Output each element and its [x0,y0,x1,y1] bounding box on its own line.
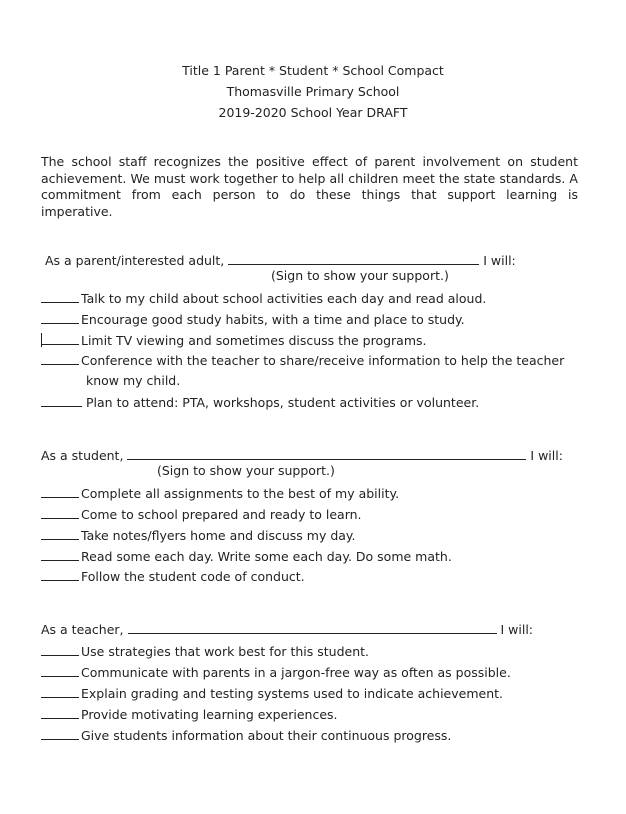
parent-item-continuation: know my child. [86,373,181,388]
teacher-item: Explain grading and testing systems used to indicate achievement. [41,685,503,702]
teacher-item: Use strategies that work best for this student. [41,643,369,660]
teacher-signature-line[interactable] [128,621,497,634]
checkbox-blank[interactable] [41,643,79,656]
checkbox-blank[interactable] [41,290,79,303]
parent-signature-row [45,252,516,269]
checkbox-blank[interactable] [41,311,79,324]
parent-item: Conference with the teacher to share/receive information to help the teacher [41,352,564,369]
student-sign-note: (Sign to show your support.) [157,463,335,478]
teacher-item: Communicate with parents in a jargon-free way as often as possible. [41,664,511,681]
school-name: Thomasville Primary School [226,84,400,99]
checkbox-blank[interactable] [41,685,79,698]
student-item: Take notes/flyers home and discuss my day. [41,527,356,544]
parent-item: Plan to attend: PTA, workshops, student activities or volunteer. [41,394,479,411]
teacher-lead: As a teacher, [41,622,124,637]
checkbox-blank[interactable] [41,548,79,561]
parent-item: Limit TV viewing and sometimes discuss the programs. [41,332,427,349]
checkbox-blank[interactable] [41,352,79,365]
student-lead: As a student, [41,448,124,463]
student-item: Come to school prepared and ready to learn. [41,506,362,523]
checkbox-blank[interactable] [41,706,79,719]
student-signature-line[interactable] [127,447,526,460]
checkbox-blank[interactable] [41,527,79,540]
parent-signature-line[interactable] [228,252,479,265]
teacher-signature-row [41,621,533,638]
parent-sign-note: (Sign to show your support.) [271,268,449,283]
parent-item: Talk to my child about school activities each day and read aloud. [41,290,486,307]
checkbox-blank[interactable] [41,727,79,740]
teacher-item: Provide motivating learning experiences. [41,706,338,723]
student-signature-row [41,447,563,464]
checkbox-blank[interactable] [41,332,79,345]
student-item: Read some each day. Write some each day. Do some math. [41,548,452,565]
student-item: Follow the student code of conduct. [41,568,305,585]
parent-lead: As a parent/interested adult, [45,253,225,268]
document-title: Title 1 Parent * Student * School Compact [182,63,444,78]
parent-item: Encourage good study habits, with a time and place to study. [41,311,465,328]
checkbox-blank[interactable] [41,394,82,407]
student-will: I will: [530,448,563,463]
checkbox-blank[interactable] [41,568,79,581]
checkbox-blank[interactable] [41,664,79,677]
parent-will: I will: [483,253,516,268]
checkbox-blank[interactable] [41,485,79,498]
school-year: 2019-2020 School Year DRAFT [218,105,408,120]
intro-paragraph: The school staff recognizes the positive effect of parent involvement on student achievement. We must work together to help all children meet the state standards. A commitment from each person to do these things that support learning is imperative. [41,154,578,219]
checkbox-blank[interactable] [41,506,79,519]
student-item: Complete all assignments to the best of my ability. [41,485,399,502]
teacher-item: Give students information about their continuous progress. [41,727,451,744]
teacher-will: I will: [500,622,534,637]
